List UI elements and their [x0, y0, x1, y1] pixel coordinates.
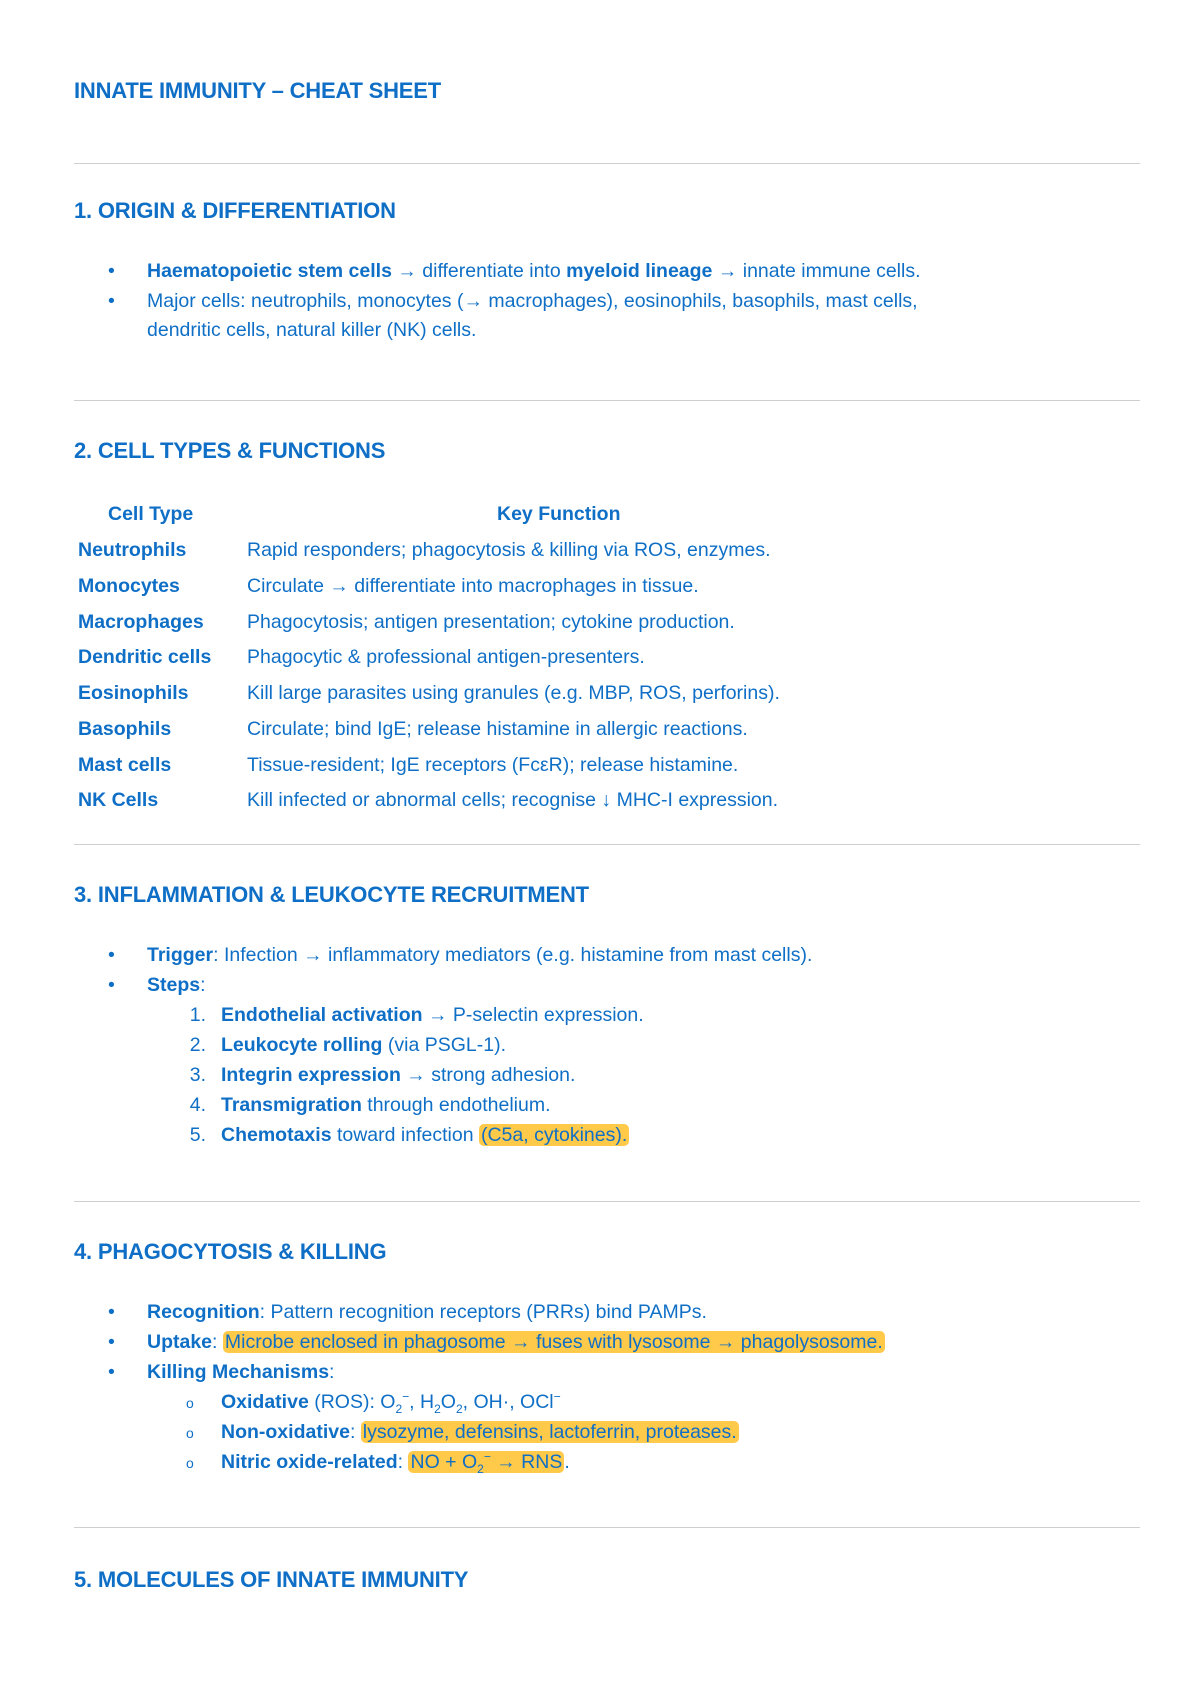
- step-text: (via PSGL-1).: [382, 1034, 506, 1056]
- bullet-icon: •: [108, 1361, 115, 1383]
- step-item: [221, 1121, 629, 1150]
- section-4-heading: 4. PHAGOCYTOSIS & KILLING: [74, 1239, 387, 1264]
- term-killing-mechanisms: Killing Mechanisms: [147, 1361, 330, 1383]
- table-row-cell-type: Macrophages: [78, 611, 204, 633]
- column-header-key-function: Key Function: [497, 503, 621, 525]
- list-item: [147, 1358, 1107, 1387]
- term-stem-cells: Haematopoietic stem cells: [147, 260, 392, 282]
- table-row-function: Rapid responders; phagocytosis & killing via ROS, enzymes.: [247, 539, 771, 561]
- bullet-icon: •: [108, 1301, 115, 1323]
- table-row-function: Phagocytosis; antigen presentation; cytokine production.: [247, 611, 735, 633]
- bullet-icon: •: [108, 974, 115, 996]
- highlighted-text: (C5a, cytokines).: [480, 1124, 628, 1146]
- list-item: [147, 971, 1107, 1000]
- table-row-function: Circulate; bind IgE; release histamine in allergic reactions.: [247, 718, 748, 740]
- list-item: [147, 1328, 1107, 1357]
- table-row-function: Kill infected or abnormal cells; recognise ↓ MHC-I expression.: [247, 789, 779, 811]
- section-1-heading: 1. ORIGIN & DIFFERENTIATION: [74, 198, 396, 223]
- table-row-cell-type: Mast cells: [78, 754, 172, 776]
- step-item: [221, 1061, 575, 1090]
- highlighted-text: NO + $O_2^-$ → RNS: [410, 1449, 563, 1476]
- item-text: Major cells: neutrophils, monocytes (→ macrophages), eosinophils, basophils, mast cells,: [147, 290, 918, 312]
- step-term: Endothelial activation: [221, 1004, 423, 1026]
- table-row-cell-type: Basophils: [78, 718, 172, 740]
- step-term: Chemotaxis: [221, 1124, 332, 1146]
- list-item: [147, 257, 1107, 286]
- list-item: [147, 1298, 1107, 1327]
- divider: [74, 1201, 1140, 1202]
- step-text: through endothelium.: [361, 1094, 551, 1116]
- table-row-function: Phagocytic & professional antigen-presenters.: [247, 646, 645, 668]
- step-item: [221, 1001, 644, 1030]
- step-number: 1.: [189, 1004, 206, 1026]
- divider: [74, 400, 1140, 401]
- item-text: : Pattern recognition receptors (PRRs) bind PAMPs.: [259, 1301, 707, 1323]
- step-number: 2.: [189, 1034, 206, 1056]
- section-5-heading: 5. MOLECULES OF INNATE IMMUNITY: [74, 1567, 469, 1592]
- item-text: → differentiate into: [391, 260, 567, 282]
- item-text: → innate immune cells.: [712, 260, 921, 282]
- column-header-cell-type: Cell Type: [108, 503, 194, 525]
- step-item: [221, 1031, 506, 1060]
- step-number: 3.: [189, 1064, 206, 1086]
- bullet-icon: •: [108, 290, 115, 312]
- step-number: 4.: [189, 1094, 206, 1116]
- punctuation: :: [329, 1361, 335, 1383]
- highlighted-text: Microbe enclosed in phagosome → fuses with lysosome → phagolysosome.: [224, 1331, 883, 1353]
- punctuation: :: [200, 974, 206, 996]
- sub-bullet-icon: o: [186, 1455, 194, 1471]
- step-item: [221, 1091, 551, 1120]
- formula-part: → RNS: [490, 1451, 563, 1473]
- punctuation: :: [212, 1331, 223, 1353]
- step-term: Transmigration: [221, 1094, 362, 1116]
- highlighted-text: lysozyme, defensins, lactoferrin, proteases.: [362, 1421, 737, 1443]
- term-trigger: Trigger: [147, 944, 214, 966]
- divider: [74, 844, 1140, 845]
- bullet-icon: •: [108, 1331, 115, 1353]
- term-non-oxidative: Non-oxidative: [221, 1421, 350, 1443]
- term-myeloid-lineage: myeloid lineage: [566, 260, 713, 282]
- term-uptake: Uptake: [147, 1331, 213, 1353]
- punctuation: .: [564, 1451, 570, 1473]
- bullet-icon: •: [108, 260, 115, 282]
- table-row-function: Kill large parasites using granules (e.g. MBP, ROS, perforins).: [247, 682, 780, 704]
- table-row-cell-type: NK Cells: [78, 789, 159, 811]
- item-text: : Infection → inflammatory mediators (e.g. histamine from mast cells).: [213, 944, 813, 966]
- step-text: toward infection: [331, 1124, 479, 1146]
- punctuation: :: [397, 1451, 409, 1473]
- list-item: [147, 941, 1107, 970]
- sub-bullet-icon: o: [186, 1425, 194, 1441]
- divider: [74, 163, 1140, 164]
- item-text: dendritic cells, natural killer (NK) cells.: [147, 319, 477, 341]
- step-number: 5.: [189, 1124, 206, 1146]
- sub-bullet-icon: o: [186, 1395, 194, 1411]
- document-title: INNATE IMMUNITY – CHEAT SHEET: [74, 78, 441, 103]
- sub-list-item: [221, 1418, 739, 1447]
- step-text: → strong adhesion.: [400, 1064, 576, 1086]
- item-text: (ROS): O: [308, 1391, 396, 1413]
- table-row-function: Circulate → differentiate into macrophages in tissue.: [247, 575, 699, 597]
- table-row-cell-type: Neutrophils: [78, 539, 187, 561]
- formula-part: NO + O: [410, 1451, 478, 1473]
- section-2-heading: 2. CELL TYPES & FUNCTIONS: [74, 438, 386, 463]
- sub-list-item: Oxidative (ROS): $O_2^-$, $H_2O_2$, OH·, OCl−: [221, 1389, 561, 1416]
- step-term: Integrin expression: [221, 1064, 401, 1086]
- table-row-function: Tissue-resident; IgE receptors (FcεR); release histamine.: [247, 754, 739, 776]
- term-steps: Steps: [147, 974, 201, 996]
- term-nitric-oxide-related: Nitric oxide-related: [221, 1451, 398, 1473]
- sub-list-item: [221, 1448, 570, 1477]
- table-row-cell-type: Dendritic cells: [78, 646, 212, 668]
- section-3-heading: 3. INFLAMMATION & LEUKOCYTE RECRUITMENT: [74, 882, 589, 907]
- table-row-cell-type: Monocytes: [78, 575, 180, 597]
- step-term: Leukocyte rolling: [221, 1034, 383, 1056]
- divider: [74, 1527, 1140, 1528]
- table-row-cell-type: Eosinophils: [78, 682, 189, 704]
- term-oxidative: Oxidative: [221, 1391, 309, 1413]
- bullet-icon: •: [108, 944, 115, 966]
- list-item: [147, 287, 1107, 345]
- punctuation: :: [349, 1421, 361, 1443]
- term-recognition: Recognition: [147, 1301, 260, 1323]
- step-text: → P-selectin expression.: [422, 1004, 644, 1026]
